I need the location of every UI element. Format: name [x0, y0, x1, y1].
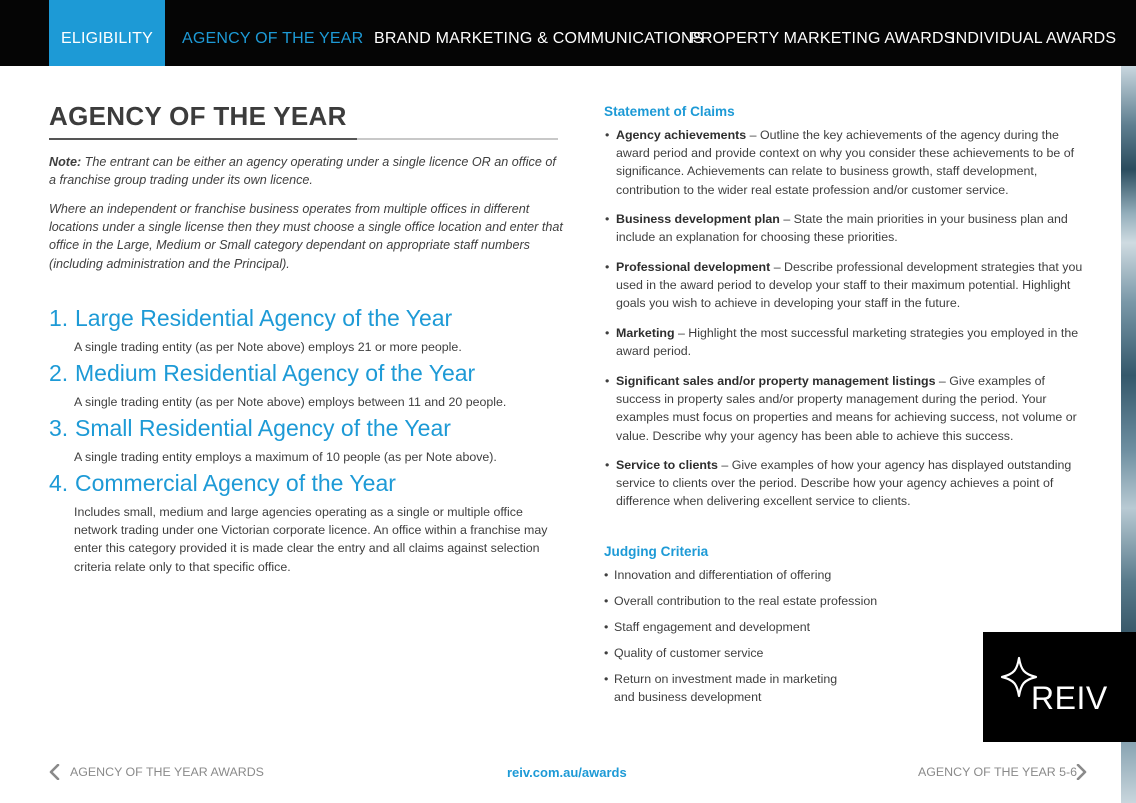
category-description: Includes small, medium and large agencies operating as a single or multiple office network trading under one Victorian corporate licence. An office within a franchise may enter this category provided it is made clear the entry and all claims against selection criteria relate only to that specific office.	[74, 505, 548, 574]
category-heading	[49, 305, 452, 332]
category-description: A single trading entity (as per Note above) employs between 11 and 20 people.	[74, 395, 507, 409]
claim-text: – Describe professional development strategies that you used in the award period to develop your staff to their maximum potential. Highlight goals you wish to achieve in developing your staff in the future.	[616, 260, 1083, 311]
claim-item	[604, 126, 1086, 199]
category-number: 1.	[49, 305, 69, 331]
category-title: Commercial Agency of the Year	[75, 470, 396, 496]
category-heading	[49, 470, 396, 497]
claim-term: Business development plan	[616, 212, 780, 226]
note-label: Note:	[49, 155, 82, 169]
eligibility-note	[49, 153, 564, 189]
claim-term: Significant sales and/or property management listings	[616, 374, 936, 388]
claim-term: Agency achievements	[616, 128, 747, 142]
bullet-dot: •	[604, 594, 609, 608]
prev-page-label: AGENCY OF THE YEAR AWARDS	[70, 765, 264, 779]
nav-item-agency-of-the-year[interactable]: AGENCY OF THE YEAR	[182, 30, 364, 47]
bullet-dot: •	[605, 260, 610, 274]
criteria-text: Overall contribution to the real estate profession	[614, 594, 878, 608]
claim-item	[604, 258, 1086, 313]
claim-item	[604, 210, 1086, 246]
top-nav	[0, 0, 1136, 66]
bullet-dot: •	[605, 128, 610, 142]
bullet-dot: •	[604, 646, 609, 660]
claim-item	[604, 372, 1086, 445]
reiv-logo-text: REIV	[1031, 680, 1108, 716]
nav-item-brand-marketing[interactable]: BRAND MARKETING & COMMUNICATIONS	[374, 30, 704, 47]
claim-item	[604, 324, 1086, 360]
bullet-dot: •	[604, 620, 609, 634]
category-description: A single trading entity employs a maximum of 10 people (as per Note above).	[74, 450, 497, 464]
bullet-dot: •	[605, 212, 610, 226]
category-title: Small Residential Agency of the Year	[75, 415, 451, 441]
bullet-dot: •	[605, 374, 610, 388]
criteria-text: Staff engagement and development	[614, 620, 811, 634]
criteria-text: Innovation and differentiation of offering	[614, 568, 832, 582]
criteria-item	[604, 670, 849, 706]
claim-text: – Give examples of success in property sales and/or property management during the period. Your examples must focus on properties and means for achieving success, not volume or value. Describe why your agency has been able to achieve this success.	[616, 374, 1077, 443]
statement-of-claims-heading: Statement of Claims	[604, 104, 735, 119]
next-page-link[interactable]	[918, 762, 1093, 782]
claim-text: – Give examples of how your agency has displayed outstanding service to clients over the period. Describe how your agency achieves a point of difference when delivering excellent service to clients.	[616, 458, 1072, 509]
page-title: AGENCY OF THE YEAR	[49, 101, 347, 131]
criteria-item	[604, 618, 904, 636]
category-heading	[49, 360, 475, 387]
bullet-dot: •	[605, 326, 610, 340]
category-title: Large Residential Agency of the Year	[75, 305, 453, 331]
nav-item-individual-awards[interactable]: INDIVIDUAL AWARDS	[951, 30, 1117, 47]
claim-term: Service to clients	[616, 458, 718, 472]
bullet-dot: •	[605, 458, 610, 472]
claim-term: Professional development	[616, 260, 771, 274]
title-divider	[49, 138, 558, 140]
multi-office-note: Where an independent or franchise business operates from multiple offices in different locations under a single license then they must choose a single office location and enter that office in the Large, Medium or Small category dependant on appropriate staff numbers (including administration and the Principal).	[49, 202, 563, 271]
category-description: A single trading entity (as per Note above) employs 21 or more people.	[74, 340, 462, 354]
category-number: 3.	[49, 415, 69, 441]
criteria-text: Return on investment made in marketing and business development	[614, 672, 838, 705]
claim-term: Marketing	[616, 326, 675, 340]
category-number: 2.	[49, 360, 69, 386]
claim-item	[604, 456, 1086, 511]
claim-text: – State the main priorities in your business plan and include an explanation for choosing these priorities.	[616, 212, 1068, 245]
criteria-item	[604, 592, 904, 610]
claim-text: – Highlight the most successful marketing strategies you employed in the award period.	[616, 326, 1079, 359]
criteria-item	[604, 644, 904, 662]
chevron-right-icon	[1075, 764, 1087, 780]
bullet-dot: •	[604, 672, 609, 686]
criteria-item	[604, 566, 904, 584]
chevron-left-icon	[49, 764, 61, 780]
website-link[interactable]: reiv.com.au/awards	[507, 765, 627, 780]
nav-item-property-marketing-awards[interactable]: PROPERTY MARKETING AWARDS	[690, 30, 955, 47]
category-title: Medium Residential Agency of the Year	[75, 360, 476, 386]
note-text: The entrant can be either an agency operating under a single licence OR an office of a franchise group trading under its own licence.	[49, 155, 556, 188]
nav-item-eligibility[interactable]: ELIGIBILITY	[49, 0, 165, 66]
claim-text: – Outline the key achievements of the agency during the award period and provide context on why you consider these achievements to be of significance. Achievements can relate to business growth, staff development, contribution to the wider real estate profession and/or customer service.	[616, 128, 1075, 197]
criteria-text: Quality of customer service	[614, 646, 764, 660]
judging-criteria-heading: Judging Criteria	[604, 544, 709, 559]
next-page-label: AGENCY OF THE YEAR 5-6	[918, 765, 1078, 779]
bullet-dot: •	[604, 568, 609, 582]
category-heading	[49, 415, 451, 442]
category-number: 4.	[49, 470, 69, 496]
